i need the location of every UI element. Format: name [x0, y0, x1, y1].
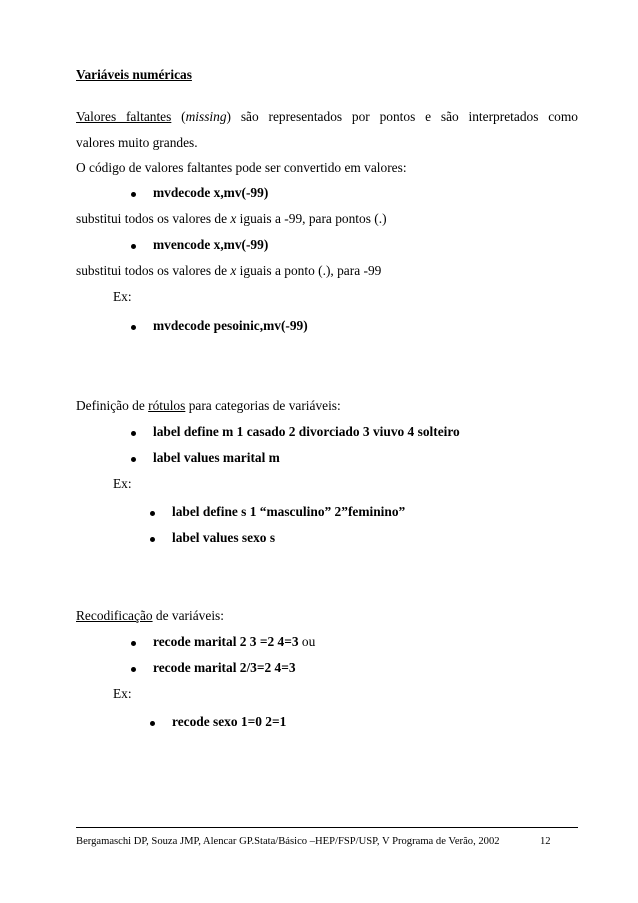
example-command-label-define: label define s 1 “masculino” 2”feminino”	[172, 504, 406, 519]
example-command-recode: recode sexo 1=0 2=1	[172, 714, 287, 729]
command-description	[76, 263, 381, 279]
bullet-icon	[131, 325, 136, 330]
bullet-icon	[131, 457, 136, 462]
command-recode-1	[153, 634, 315, 650]
example-label: Ex:	[113, 289, 132, 304]
bullet-icon	[150, 721, 155, 726]
section-title-numeric-variables: Variáveis numéricas	[76, 67, 192, 82]
bullet-icon	[131, 641, 136, 646]
description-text: substitui todos os valores de	[76, 211, 231, 226]
bullet-icon	[131, 431, 136, 436]
bullet-icon	[150, 511, 155, 516]
paragraph-line: valores muito grandes.	[76, 135, 198, 150]
description-text: iguais a ponto (.), para -99	[236, 263, 382, 278]
command-label-values: label values marital m	[153, 450, 280, 465]
missing-values-link[interactable]: Valores faltantes	[76, 109, 172, 124]
variable-name: x	[230, 263, 237, 278]
description-text: substitui todos os valores de	[76, 263, 231, 278]
italic-term: missing	[185, 109, 227, 124]
footer-divider	[76, 827, 578, 828]
command-mvdecode: mvdecode x,mv(-99)	[153, 185, 269, 200]
description-text: iguais a -99, para pontos (.)	[236, 211, 387, 226]
example-label: Ex:	[113, 686, 132, 701]
labels-intro	[76, 398, 341, 414]
command-text: recode marital 2 3 =2 4=3	[153, 634, 299, 649]
recode-intro	[76, 608, 224, 624]
variable-name: x	[230, 211, 237, 226]
bullet-icon	[131, 667, 136, 672]
paragraph-line: O código de valores faltantes pode ser convertido em valores:	[76, 160, 407, 175]
command-suffix: ou	[298, 634, 316, 649]
paragraph-text: ) são representados por pontos e são interpretados como	[226, 109, 578, 124]
example-command-mvdecode: mvdecode pesoinic,mv(-99)	[153, 318, 308, 333]
bullet-icon	[150, 537, 155, 542]
paragraph-text: (	[171, 109, 186, 124]
intro-text: de variáveis:	[152, 608, 224, 623]
command-recode-2: recode marital 2/3=2 4=3	[153, 660, 296, 675]
page-number: 12	[540, 836, 551, 847]
missing-values-paragraph	[76, 109, 578, 125]
example-command-label-values: label values sexo s	[172, 530, 276, 545]
command-mvencode: mvencode x,mv(-99)	[153, 237, 269, 252]
example-label: Ex:	[113, 476, 132, 491]
bullet-icon	[131, 244, 136, 249]
command-label-define: label define m 1 casado 2 divorciado 3 viuvo 4 solteiro	[153, 424, 460, 439]
intro-text: para categorias de variáveis:	[185, 398, 341, 413]
intro-text: Definição de	[76, 398, 149, 413]
footer-citation: Bergamaschi DP, Souza JMP, Alencar GP.Stata/Básico –HEP/FSP/USP, V Programa de Verão, 2002	[76, 836, 500, 847]
recode-link[interactable]: Recodificação	[76, 608, 153, 623]
command-description	[76, 211, 387, 227]
bullet-icon	[131, 192, 136, 197]
labels-link[interactable]: rótulos	[148, 398, 186, 413]
